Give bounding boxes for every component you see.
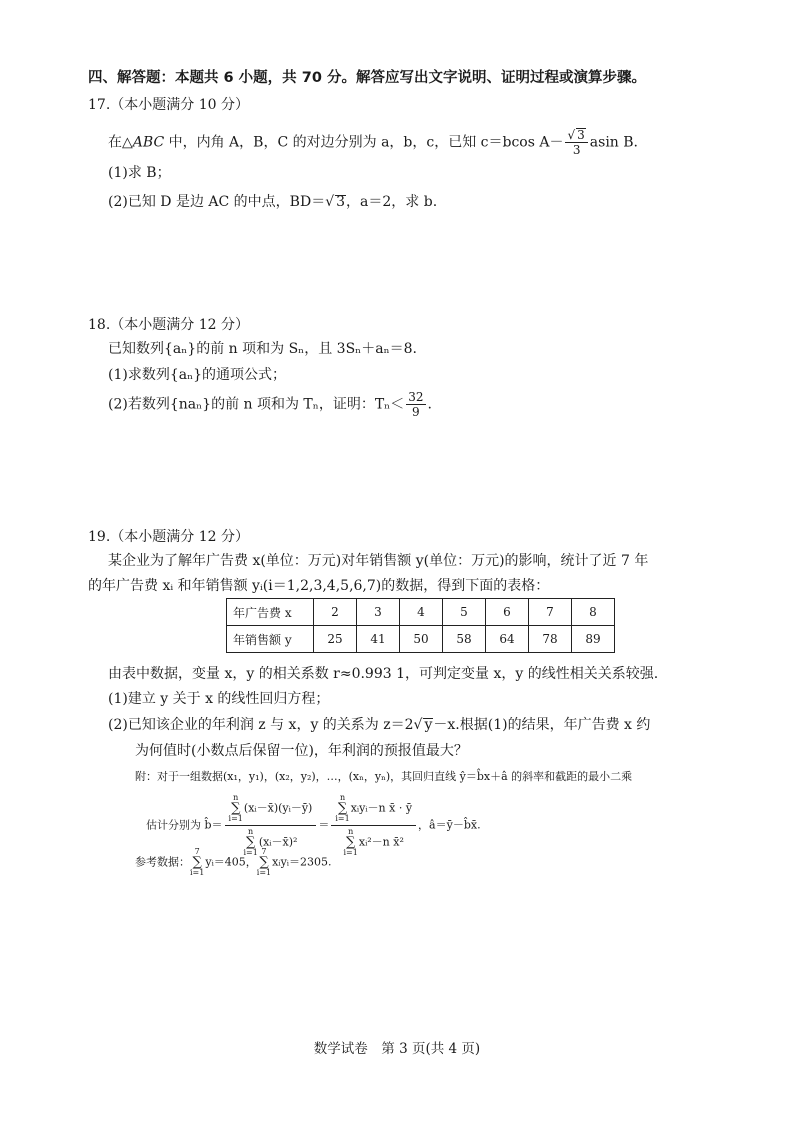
q17-stem xyxy=(108,128,638,157)
q17-stem-abc: ABC xyxy=(132,134,165,151)
q18-part1: (1)求数列{aₙ}的通项公式； xyxy=(108,367,287,383)
row-label-y: 年销售额 y xyxy=(227,626,314,653)
sum-symbol: n ∑ i=1 xyxy=(243,827,258,857)
q19-data-table xyxy=(226,598,615,653)
table-cell: 2 xyxy=(314,599,357,626)
sum-symbol: n ∑ i=1 xyxy=(343,827,358,857)
table-cell: 7 xyxy=(529,599,572,626)
formula-frac-1-den: (xᵢ－x̄)² xyxy=(258,835,298,849)
formula-frac-2-den: xᵢ²－n x̄² xyxy=(358,835,404,849)
page-footer: 数学试卷 第 3 页(共 4 页) xyxy=(313,1041,481,1057)
table-cell: 78 xyxy=(529,626,572,653)
q19-after-table: 由表中数据，变量 x，y 的相关系数 r≈0.993 1，可判定变量 x，y 的线性相关关系较强. xyxy=(108,666,659,682)
q18-part2 xyxy=(108,390,432,419)
table-cell: 64 xyxy=(486,626,529,653)
table-row-y xyxy=(227,626,615,653)
q18-part2-b: . xyxy=(427,396,432,413)
q18-stem: 已知数列{aₙ}的前 n 项和为 Sₙ，且 3Sₙ＋aₙ＝8. xyxy=(108,341,417,357)
table-cell: 58 xyxy=(443,626,486,653)
q19-part2-a: (2)已知该企业的年利润 z 与 x，y 的关系为 z＝2 xyxy=(108,717,414,733)
table-cell: 50 xyxy=(400,626,443,653)
q17-stem-b: 中，内角 A，B，C 的对边分别为 a，b，c，已知 c＝bcos A－ xyxy=(164,134,564,151)
q18-frac-num: 32 xyxy=(408,390,424,404)
table-cell: 6 xyxy=(486,599,529,626)
q17-part2-b: ，a＝2，求 b. xyxy=(346,194,438,210)
section-title: 四、解答题：本题共 6 小题，共 70 分。解答应写出文字说明、证明过程或演算步骤。 xyxy=(88,70,646,86)
q17-part2-sqrt: 3 xyxy=(336,194,346,210)
formula-frac-2 xyxy=(331,792,416,859)
q17-fraction: $\frac{√ 3}{3}$ xyxy=(565,128,587,157)
q17-frac-den: 3 xyxy=(572,143,581,157)
q17-frac-sqrt: 3 xyxy=(577,128,585,142)
ref-b: xᵢyᵢ＝2305. xyxy=(272,855,332,869)
q19-part2-sqrt: y xyxy=(424,717,433,733)
ref-a: yᵢ＝405， xyxy=(205,855,257,869)
formula-tail: ，â＝ȳ－b̂x̄. xyxy=(418,818,481,832)
table-cell: 89 xyxy=(572,626,615,653)
q19-note-formula: 估计分别为 b̂＝ n ∑ i=1(xᵢ－x̄)(yᵢ－ȳ) n ∑ i=1(xᵢ－x̄)² ＝ n ∑ i=1xᵢyᵢ－n x̄ · ȳ n ∑ i=1xᵢ²－n x̄² ，â＝ȳ－b̂x̄. xyxy=(146,793,481,857)
table-row-x xyxy=(227,599,615,626)
q18-header: 18.（本小题满分 12 分） xyxy=(88,317,249,333)
q19-reference-data xyxy=(135,848,332,877)
q17-stem-a: 在△ xyxy=(108,134,133,151)
q19-part2: (2)已知该企业的年利润 z 与 x，y 的关系为 z＝2√ y－x.根据(1)的结果，年广告费 x 约 xyxy=(108,717,651,733)
table-cell: 8 xyxy=(572,599,615,626)
sum-symbol: n ∑ i=1 xyxy=(228,793,243,823)
ref-lead: 参考数据： xyxy=(135,855,190,869)
q19-part2-b: －x.根据(1)的结果，年广告费 x 约 xyxy=(433,717,651,733)
q19-stem-line1: 某企业为了解年广告费 x(单位：万元)对年销售额 y(单位：万元)的影响，统计了近 7 年 xyxy=(108,553,649,569)
q18-fraction xyxy=(406,390,425,419)
q17-part2: (2)已知 D 是边 AC 的中点，BD＝√ 3，a＝2，求 b. xyxy=(108,194,438,210)
table-cell: 3 xyxy=(357,599,400,626)
q18-frac-den: 9 xyxy=(412,405,420,419)
q19-part1: (1)建立 y 关于 x 的线性回归方程； xyxy=(108,691,330,707)
sum-symbol: 7 ∑ i=1 xyxy=(190,847,205,877)
row-label-x: 年广告费 x xyxy=(227,599,314,626)
table-cell: 5 xyxy=(443,599,486,626)
formula-frac-1-num: (xᵢ－x̄)(yᵢ－ȳ) xyxy=(243,801,313,815)
formula-frac-2-num: xᵢyᵢ－n x̄ · ȳ xyxy=(350,801,413,815)
q19-note-line1: 附：对于一组数据(x₁，y₁)，(x₂，y₂)，…，(xₙ，yₙ)，其回归直线 ŷ＝b̂x＋â 的斜率和截距的最小二乘 xyxy=(135,770,633,783)
sum-symbol: 7 ∑ i=1 xyxy=(256,847,272,877)
q17-stem-c: asin B. xyxy=(589,134,638,151)
table-cell: 25 xyxy=(314,626,357,653)
q19-stem-line2: 的年广告费 xᵢ 和年销售额 yᵢ(i＝1,2,3,4,5,6,7)的数据，得到下面的表格： xyxy=(88,578,550,594)
sum-symbol: n ∑ i=1 xyxy=(335,793,350,823)
q19-header: 19.（本小题满分 12 分） xyxy=(88,529,249,545)
table-cell: 41 xyxy=(357,626,400,653)
formula-lead: 估计分别为 b̂＝ xyxy=(146,818,223,832)
q18-part2-a: (2)若数列{naₙ}的前 n 项和为 Tₙ，证明：Tₙ＜ xyxy=(108,396,405,413)
q17-part2-a: (2)已知 D 是边 AC 的中点，BD＝ xyxy=(108,194,326,210)
q17-part1: (1)求 B； xyxy=(108,165,171,181)
q19-part2-line2: 为何值时(小数点后保留一位)，年利润的预报值最大？ xyxy=(135,743,468,759)
table-cell: 4 xyxy=(400,599,443,626)
q17-header: 17.（本小题满分 10 分） xyxy=(88,97,249,113)
